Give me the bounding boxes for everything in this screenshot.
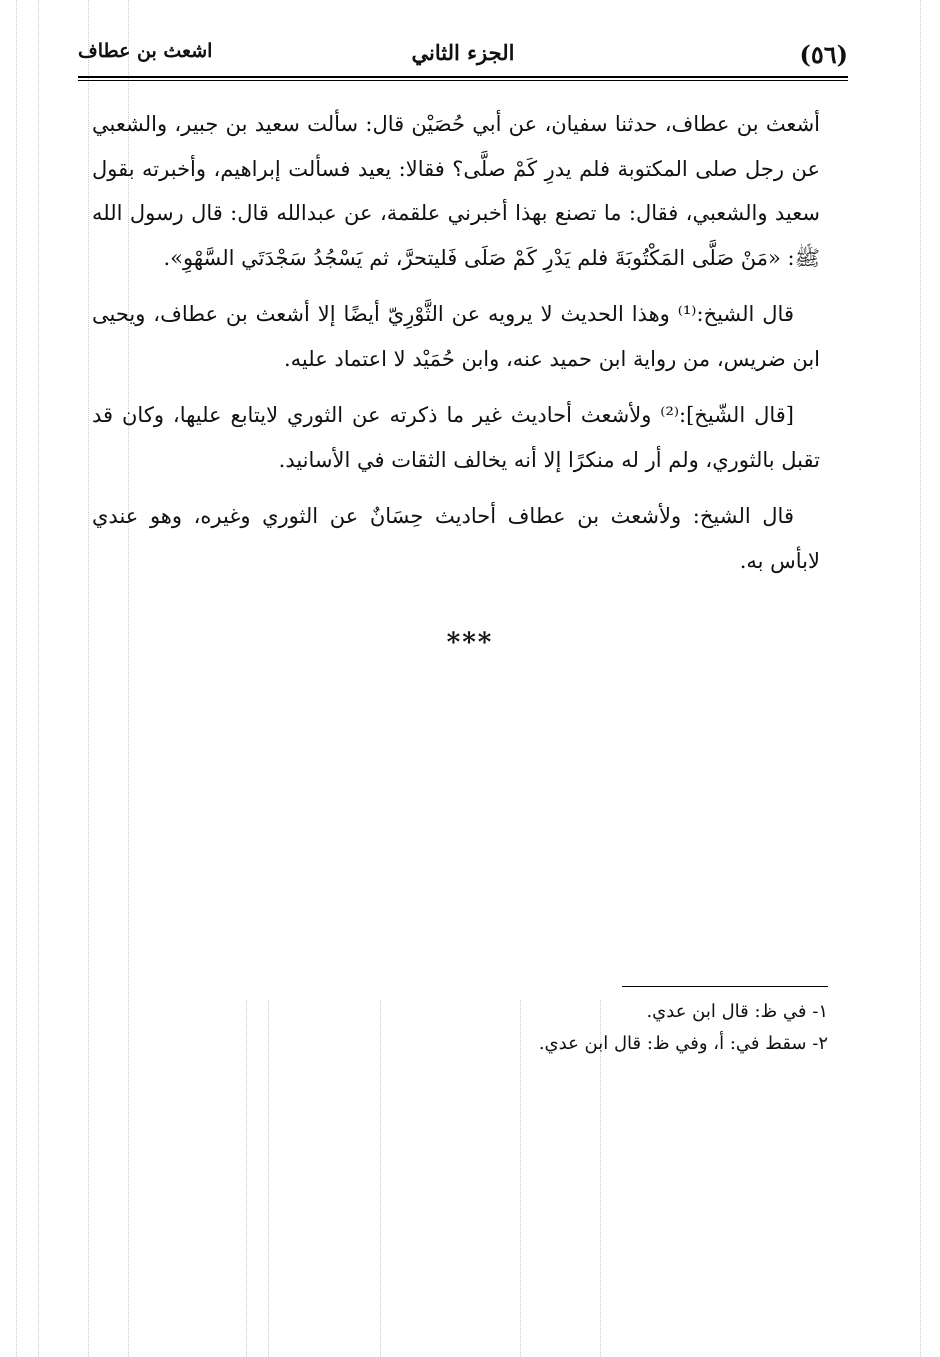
scan-dotted-line (88, 0, 89, 1357)
running-head-narrator: اشعث بن عطاف (78, 40, 213, 62)
paragraph-commentary-3: قال الشيخ: ولأشعث بن عطاف أحاديث حِسَانٌ عن الثوري وغيره، وهو عندي لابأس به. (92, 504, 820, 573)
paragraph-commentary-1: قال الشيخ:⁽¹⁾ وهذا الحديث لا يرويه عن الثَّوْرِيّ أيضًا إلا أشعث بن عطاف، ويحيى ابن ضريس، من رواية ابن حميد عنه، وابن حُمَيْد لا اعتماد عليه. (92, 302, 820, 371)
footnote-2: ٢- سقط في: أ، وفي ظ: قال ابن عدي. (538, 1033, 828, 1054)
scan-dotted-line (920, 0, 921, 1357)
header-rule (78, 76, 848, 78)
paragraph-hadith: أشعث بن عطاف، حدثنا سفيان، عن أبي حُصَيْن قال: سألت سعيد بن جبير، والشعبي عن رجل صلى المكتوبة فلم يدرِ كَمْ صلَّى؟ فقالا: يعيد فسألت إبراهيم، وأخبرته بقول سعيد والشعبي، فقال: ما تصنع بهذا أخبرني علقمة، عن عبدالله قال: قال رسول الله ﷺ: «مَنْ صَلَّى المَكْتُوبَةَ فلم يَدْرِ كَمْ صَلَى فَليتحرَّ، ثم يَسْجُدُ سَجْدَتَي السَّهْوِ». (92, 112, 820, 270)
header-rule-thin (78, 80, 848, 81)
page-header (78, 34, 848, 74)
footnotes (300, 996, 828, 1060)
footnote-rule (622, 986, 828, 987)
footnote-1: ١- في ظ: قال ابن عدي. (646, 1001, 828, 1022)
section-separator: *** (446, 628, 494, 658)
scan-dotted-line (246, 1000, 247, 1357)
page-number: (٥٦) (799, 40, 848, 69)
paragraph-commentary-2: [قال الشّيخ]:⁽²⁾ ولأشعث أحاديث غير ما ذكرته عن الثوري لايتابع عليها، وكان قد تقبل بالثوري، ولم أر له منكرًا إلا أنه يخالف الثقات في الأسانيد. (92, 403, 820, 472)
scan-dotted-line (16, 0, 17, 1357)
part-title: الجزء الثاني (411, 40, 515, 65)
scan-dotted-line (268, 1000, 269, 1357)
main-text (92, 102, 820, 595)
scan-dotted-line (38, 0, 39, 1357)
